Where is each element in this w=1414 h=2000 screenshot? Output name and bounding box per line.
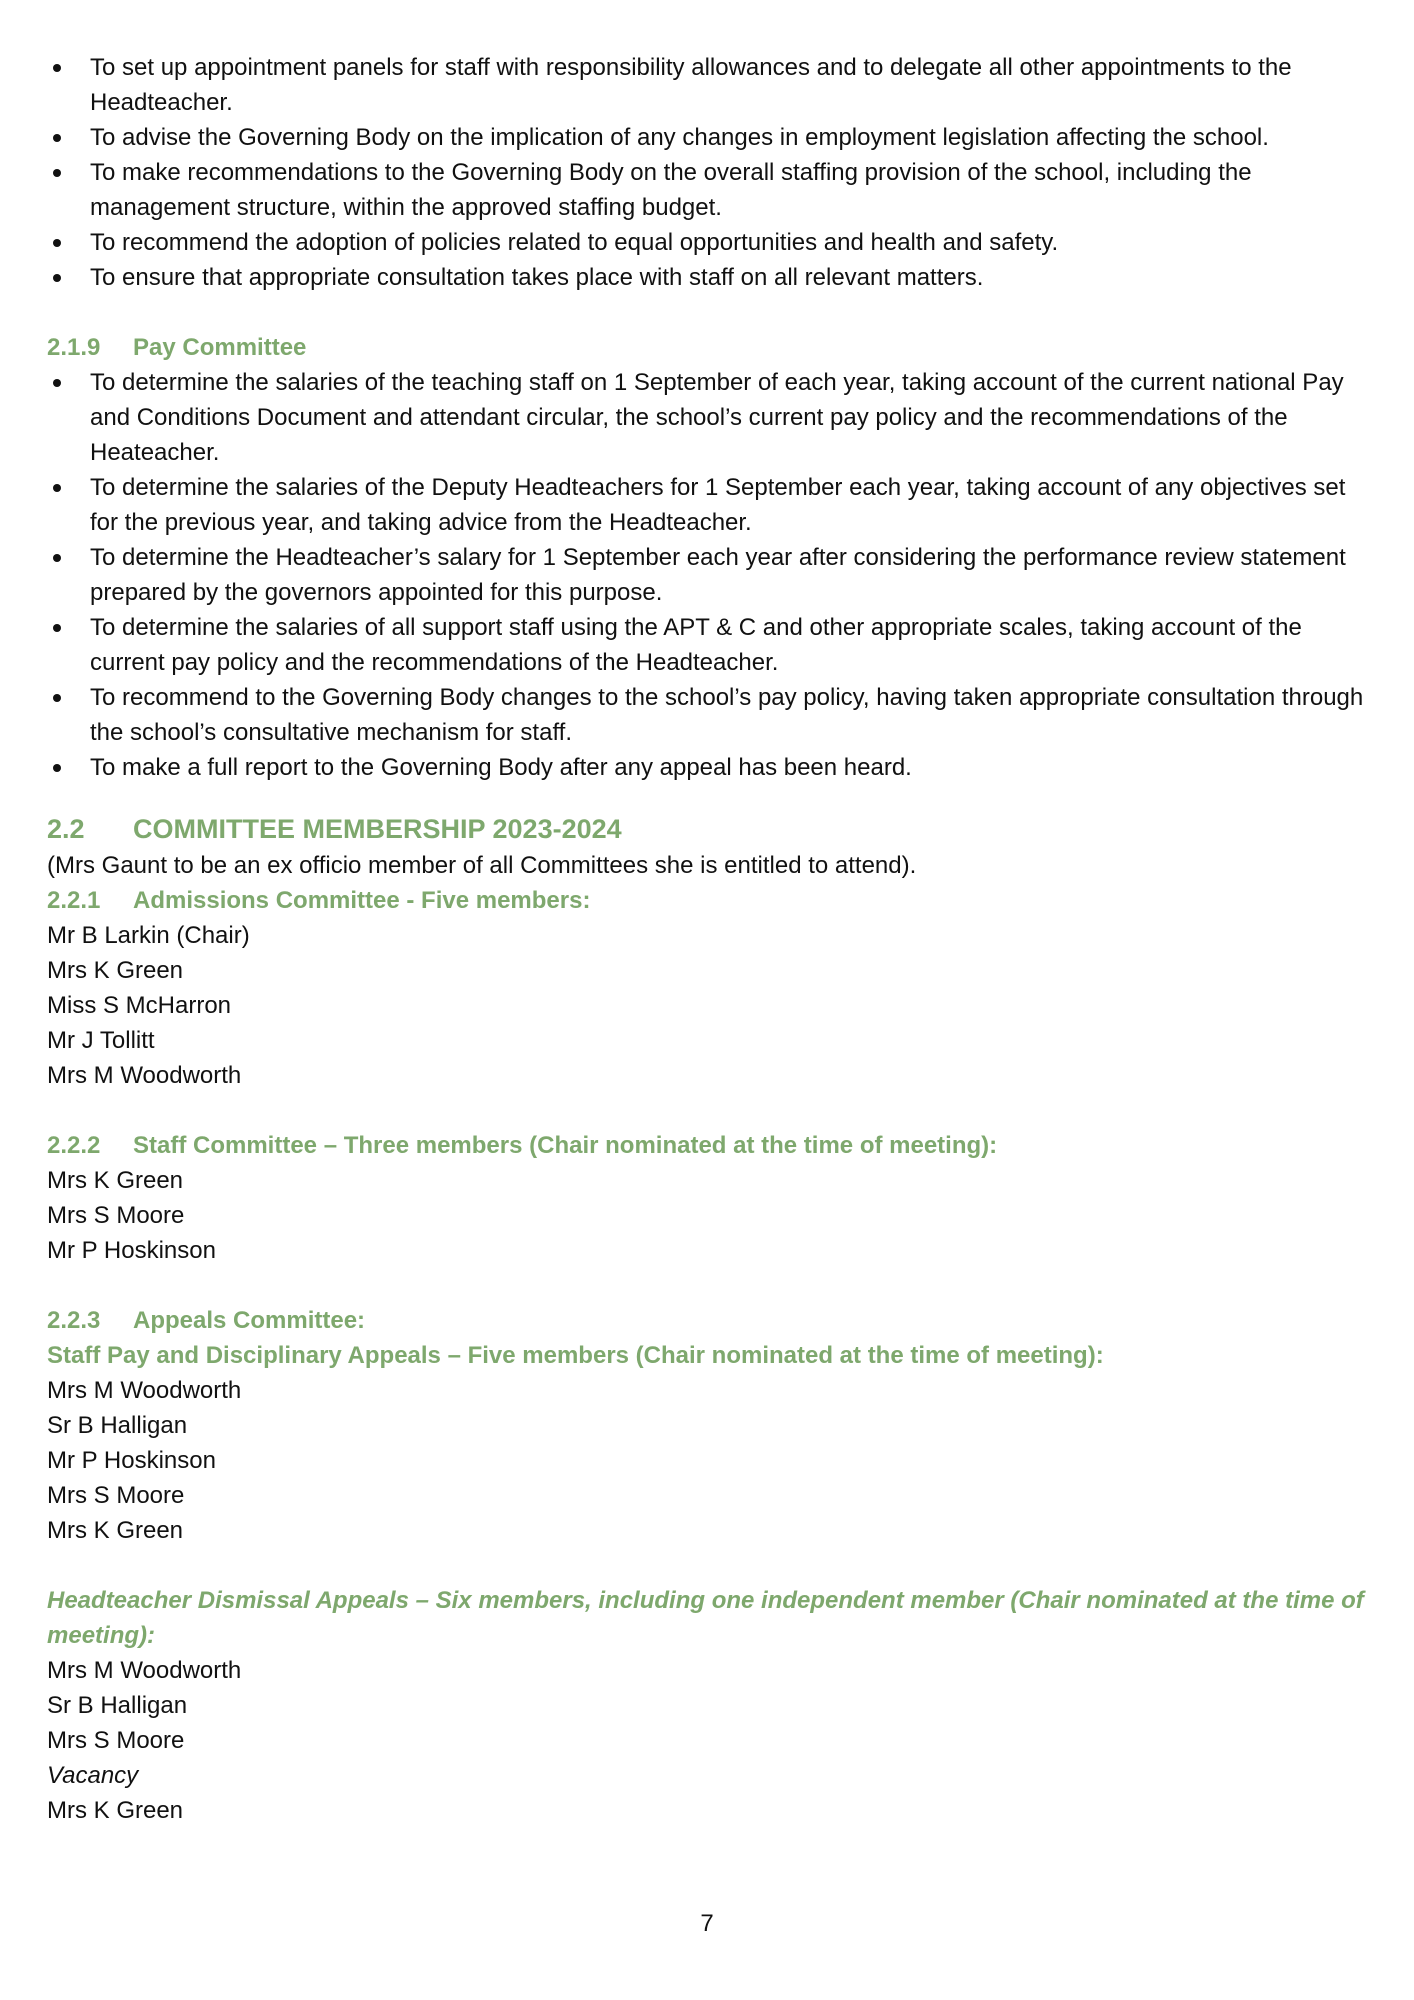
- section-number: 2.2.3: [47, 1307, 101, 1334]
- pay-committee-heading: [47, 330, 1367, 365]
- member-name: Mr P Hoskinson: [47, 1237, 216, 1264]
- section-number: 2.2.2: [47, 1132, 101, 1159]
- list-item: To determine the Headteacher’s salary for 1 September each year after considering the performance review statement prepared by the governors appointed for this purpose.: [47, 540, 1367, 610]
- member-name: Sr B Halligan: [47, 1692, 188, 1719]
- section-number: 2.2: [47, 814, 85, 844]
- spacer: [47, 1093, 1367, 1128]
- section-title: Pay Committee: [133, 334, 307, 361]
- list-item: To determine the salaries of the Deputy Headteachers for 1 September each year, taking account of any objectives set for the previous year, and taking advice from the Headteacher.: [47, 470, 1367, 540]
- member-name: Mrs K Green: [47, 1517, 184, 1544]
- appeals-committee-heading: [47, 1303, 1367, 1338]
- staff-members: [47, 1163, 1367, 1268]
- list-item: To advise the Governing Body on the implication of any changes in employment legislation affecting the school.: [47, 120, 1367, 155]
- spacer: [47, 1268, 1367, 1303]
- section-title: Appeals Committee:: [133, 1307, 366, 1334]
- member-name: Mrs S Moore: [47, 1482, 185, 1509]
- staff-committee-heading: [47, 1128, 1367, 1163]
- membership-heading: [47, 810, 1367, 848]
- admissions-members: [47, 918, 1367, 1093]
- page-number: 7: [700, 1910, 714, 1937]
- section-title: Staff Committee – Three members (Chair nominated at the time of meeting):: [133, 1132, 998, 1159]
- member-name: Mrs K Green: [47, 1167, 184, 1194]
- list-item: To make recommendations to the Governing Body on the overall staffing provision of the school, including the management structure, within the approved staffing budget.: [47, 155, 1367, 225]
- member-name: Mrs M Woodworth: [47, 1377, 242, 1404]
- section-title: COMMITTEE MEMBERSHIP 2023-2024: [133, 814, 622, 844]
- member-name: Mrs S Moore: [47, 1202, 185, 1229]
- member-name: Mr P Hoskinson: [47, 1447, 216, 1474]
- member-name: Sr B Halligan: [47, 1412, 188, 1439]
- list-item: To set up appointment panels for staff with responsibility allowances and to delegate all other appointments to the Headteacher.: [47, 50, 1367, 120]
- member-name: Mrs M Woodworth: [47, 1062, 242, 1089]
- member-name: Mrs M Woodworth: [47, 1657, 242, 1684]
- head-dismissal-appeals-members: [47, 1653, 1367, 1828]
- member-name: Mrs K Green: [47, 1797, 184, 1824]
- list-item: To recommend the adoption of policies related to equal opportunities and health and safety.: [47, 225, 1367, 260]
- pay-appeals-heading: Staff Pay and Disciplinary Appeals – Five members (Chair nominated at the time of meeting):: [47, 1342, 1104, 1369]
- intro-bullet-list: [47, 50, 1367, 295]
- list-item: To determine the salaries of all support staff using the APT & C and other appropriate scales, taking account of the current pay policy and the recommendations of the Headteacher.: [47, 610, 1367, 680]
- vacancy-entry: Vacancy: [47, 1762, 139, 1789]
- membership-note: (Mrs Gaunt to be an ex officio member of all Committees she is entitled to attend).: [47, 852, 917, 879]
- pay-committee-bullet-list: [47, 365, 1367, 785]
- member-name: Miss S McHarron: [47, 992, 232, 1019]
- member-name: Mrs K Green: [47, 957, 184, 984]
- list-item: To ensure that appropriate consultation takes place with staff on all relevant matters.: [47, 260, 1367, 295]
- list-item: To recommend to the Governing Body changes to the school’s pay policy, having taken appropriate consultation through the school’s consultative mechanism for staff.: [47, 680, 1367, 750]
- section-number: 2.1.9: [47, 334, 101, 361]
- pay-appeals-members: [47, 1373, 1367, 1548]
- admissions-committee-heading: [47, 883, 1367, 918]
- head-dismissal-appeals-heading: Headteacher Dismissal Appeals – Six members, including one independent member (Chair nominated at the time of meeting):: [47, 1587, 1364, 1649]
- list-item: To determine the salaries of the teaching staff on 1 September of each year, taking account of the current national Pay and Conditions Document and attendant circular, the school’s current pay policy and the recommendations of the Heateacher.: [47, 365, 1367, 470]
- section-number: 2.2.1: [47, 887, 101, 914]
- list-item: To make a full report to the Governing Body after any appeal has been heard.: [47, 750, 1367, 785]
- section-title: Admissions Committee - Five members:: [133, 887, 591, 914]
- member-name: Mr B Larkin (Chair): [47, 922, 250, 949]
- member-name: Mr J Tollitt: [47, 1027, 155, 1054]
- spacer: [47, 1548, 1367, 1583]
- page-content: [47, 50, 1367, 1828]
- member-name: Mrs S Moore: [47, 1727, 185, 1754]
